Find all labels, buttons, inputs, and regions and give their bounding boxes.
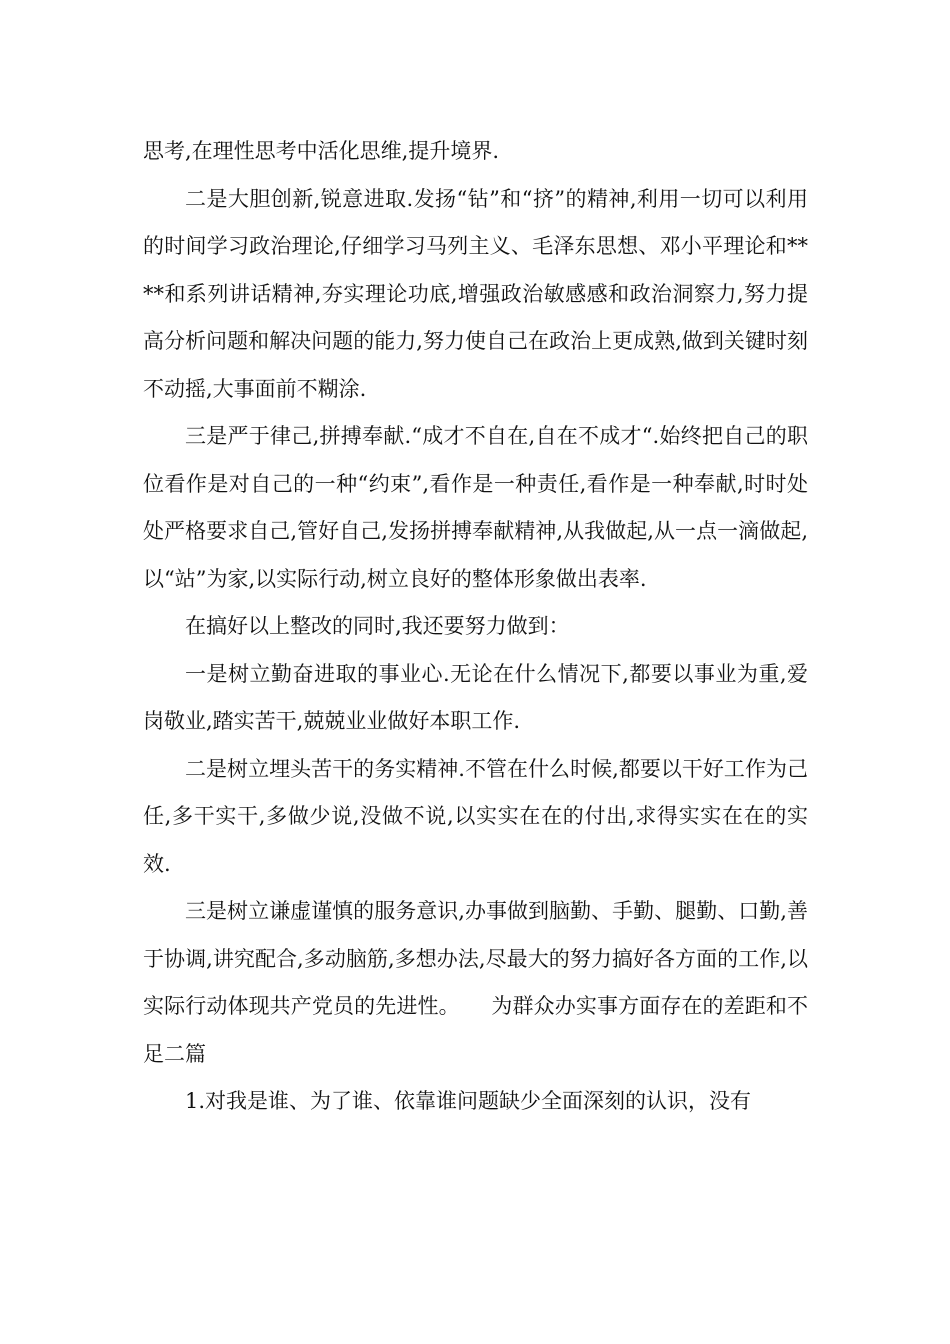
- paragraph-continuation: 思考,在理性思考中活化思维,提升境界.: [143, 139, 500, 163]
- paragraph-bold-innovation: 二是大胆创新,锐意进取.发扬“钻”和“挤”的精神,利用一切可以利用的时间学习政治理论,仔细学习马列主义、毛泽东思想、邓小平理论和****和系列讲话精神,夯实理论功底,增强政治敏感感和政治洞察力,努力提高分析问题和解决问题的能力,努力使自己在政治上更成熟,做到关键时刻不动摇,大事面前不糊涂.: [143, 186, 808, 401]
- document-body: [143, 128, 808, 1126]
- paragraph-practical-spirit: 二是树立埋头苦干的务实精神.不管在什么时候,都要以干好工作为己任,多干实干,多做少说,没做不说,以实实在在的付出,求得实实在在的实效.: [143, 756, 808, 876]
- paragraph-numbered-item-1: 1.对我是谁、为了谁、依靠谁问题缺少全面深刻的认识，没有: [185, 1089, 752, 1113]
- paragraph-transition: 在搞好以上整改的同时,我还要努力做到：: [185, 614, 570, 638]
- paragraph-service-awareness: 三是树立谦虚谨慎的服务意识,办事做到脑勤、手勤、腿勤、口勤,善于协调,讲究配合,多动脑筋,多想办法,尽最大的努力搞好各方面的工作,以实际行动体现共产党员的先进性。 为群众办实事方面存在的差距和不足二篇: [143, 899, 808, 1066]
- paragraph-diligence: 一是树立勤奋进取的事业心.无论在什么情况下,都要以事业为重,爱岗敬业,踏实苦干,兢兢业业做好本职工作.: [143, 661, 808, 733]
- paragraph-self-discipline: 三是严于律己,拼搏奉献.“成才不自在,自在不成才“.始终把自己的职位看作是对自己的一种“约束”,看作是一种责任,看作是一种奉献,时时处处严格要求自己,管好自己,发扬拼搏奉献精神,从我做起,从一点一滴做起,以“站”为家,以实际行动,树立良好的整体形象做出表率.: [143, 424, 808, 591]
